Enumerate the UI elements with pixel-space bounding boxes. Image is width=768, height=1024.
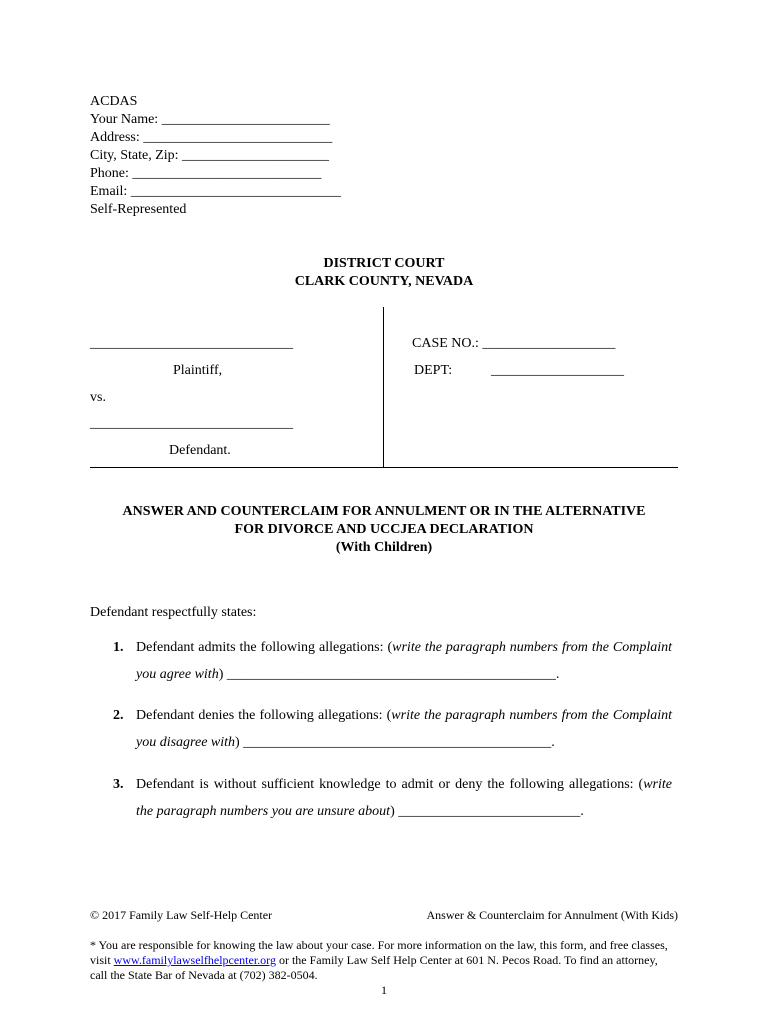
phone-field[interactable]: Phone: ___________________________ [90,166,322,181]
paragraph-2 [113,702,672,756]
your-name-field[interactable]: Your Name: ________________________ [90,112,330,127]
defendant-label: Defendant. [169,443,231,458]
page-number: 1 [381,983,387,997]
court-county: CLARK COUNTY, NEVADA [294,274,474,289]
footer-notice-text: * You are responsible for knowing the law about your case. For more information on the law, this form, and free classes, visit [90,938,668,967]
footer-form-name: Answer & Counterclaim for Annulment (With Kids) [426,908,678,922]
plaintiff-name-field[interactable]: _____________________________ [90,336,293,351]
court-name: DISTRICT COURT [323,256,445,271]
intro-text: Defendant respectfully states: [90,605,257,620]
footer-notice [90,938,678,983]
city-state-zip-field[interactable]: City, State, Zip: _____________________ [90,148,330,163]
paragraph-instruction: write the paragraph numbers you are unsure about [136,777,672,819]
vs-label: vs. [90,390,106,405]
self-represented-label: Self-Represented [90,202,187,217]
document-title-line2: FOR DIVORCE AND UCCJEA DECLARATION [234,522,534,537]
paragraph-instruction: write the paragraph numbers from the Complaint you agree with [136,640,672,682]
email-field[interactable]: Email: ______________________________ [90,184,341,199]
dept-field[interactable]: ___________________ [491,363,624,378]
caption-divider-horizontal [90,467,678,468]
paragraph-number: 3. [113,777,124,792]
self-help-center-link[interactable]: www.familylawselfhelpcenter.org [113,953,276,967]
plaintiff-label: Plaintiff, [173,363,223,378]
paragraph-3 [113,771,672,825]
paragraph-answer-field[interactable]: ) ____________________________________________. [235,735,555,750]
defendant-name-field[interactable]: _____________________________ [90,416,293,431]
dept-label: DEPT: [414,363,453,378]
caption-divider-vertical [383,307,384,468]
footer-copyright: © 2017 Family Law Self-Help Center [90,908,273,922]
paragraph-1 [113,634,672,688]
address-field[interactable]: Address: ___________________________ [90,130,333,145]
footer-notice-text-end: or the Family Law Self Help Center at 601 N. Pecos Road. To find an attorney, call the State Bar of Nevada at (702) 382-0504. [90,953,658,982]
case-number-field[interactable]: CASE NO.: ___________________ [412,336,616,351]
paragraph-text: Defendant admits the following allegations: ( [136,640,393,655]
paragraph-instruction: write the paragraph numbers from the Complaint you disagree with [136,708,672,750]
filer-org: ACDAS [90,94,138,109]
paragraph-number: 1. [113,640,124,655]
document-title-line3: (With Children) [335,540,433,555]
paragraph-text: Defendant is without sufficient knowledge to admit or deny the following allegations: ( [136,777,644,792]
filer-block [90,93,380,223]
document-title-line1: ANSWER AND COUNTERCLAIM FOR ANNULMENT OR IN THE ALTERNATIVE [122,504,646,519]
paragraph-answer-field[interactable]: ) __________________________. [390,804,584,819]
paragraph-number: 2. [113,708,124,723]
paragraph-text: Defendant denies the following allegations: ( [136,708,392,723]
paragraph-answer-field[interactable]: ) _______________________________________________. [218,667,560,682]
